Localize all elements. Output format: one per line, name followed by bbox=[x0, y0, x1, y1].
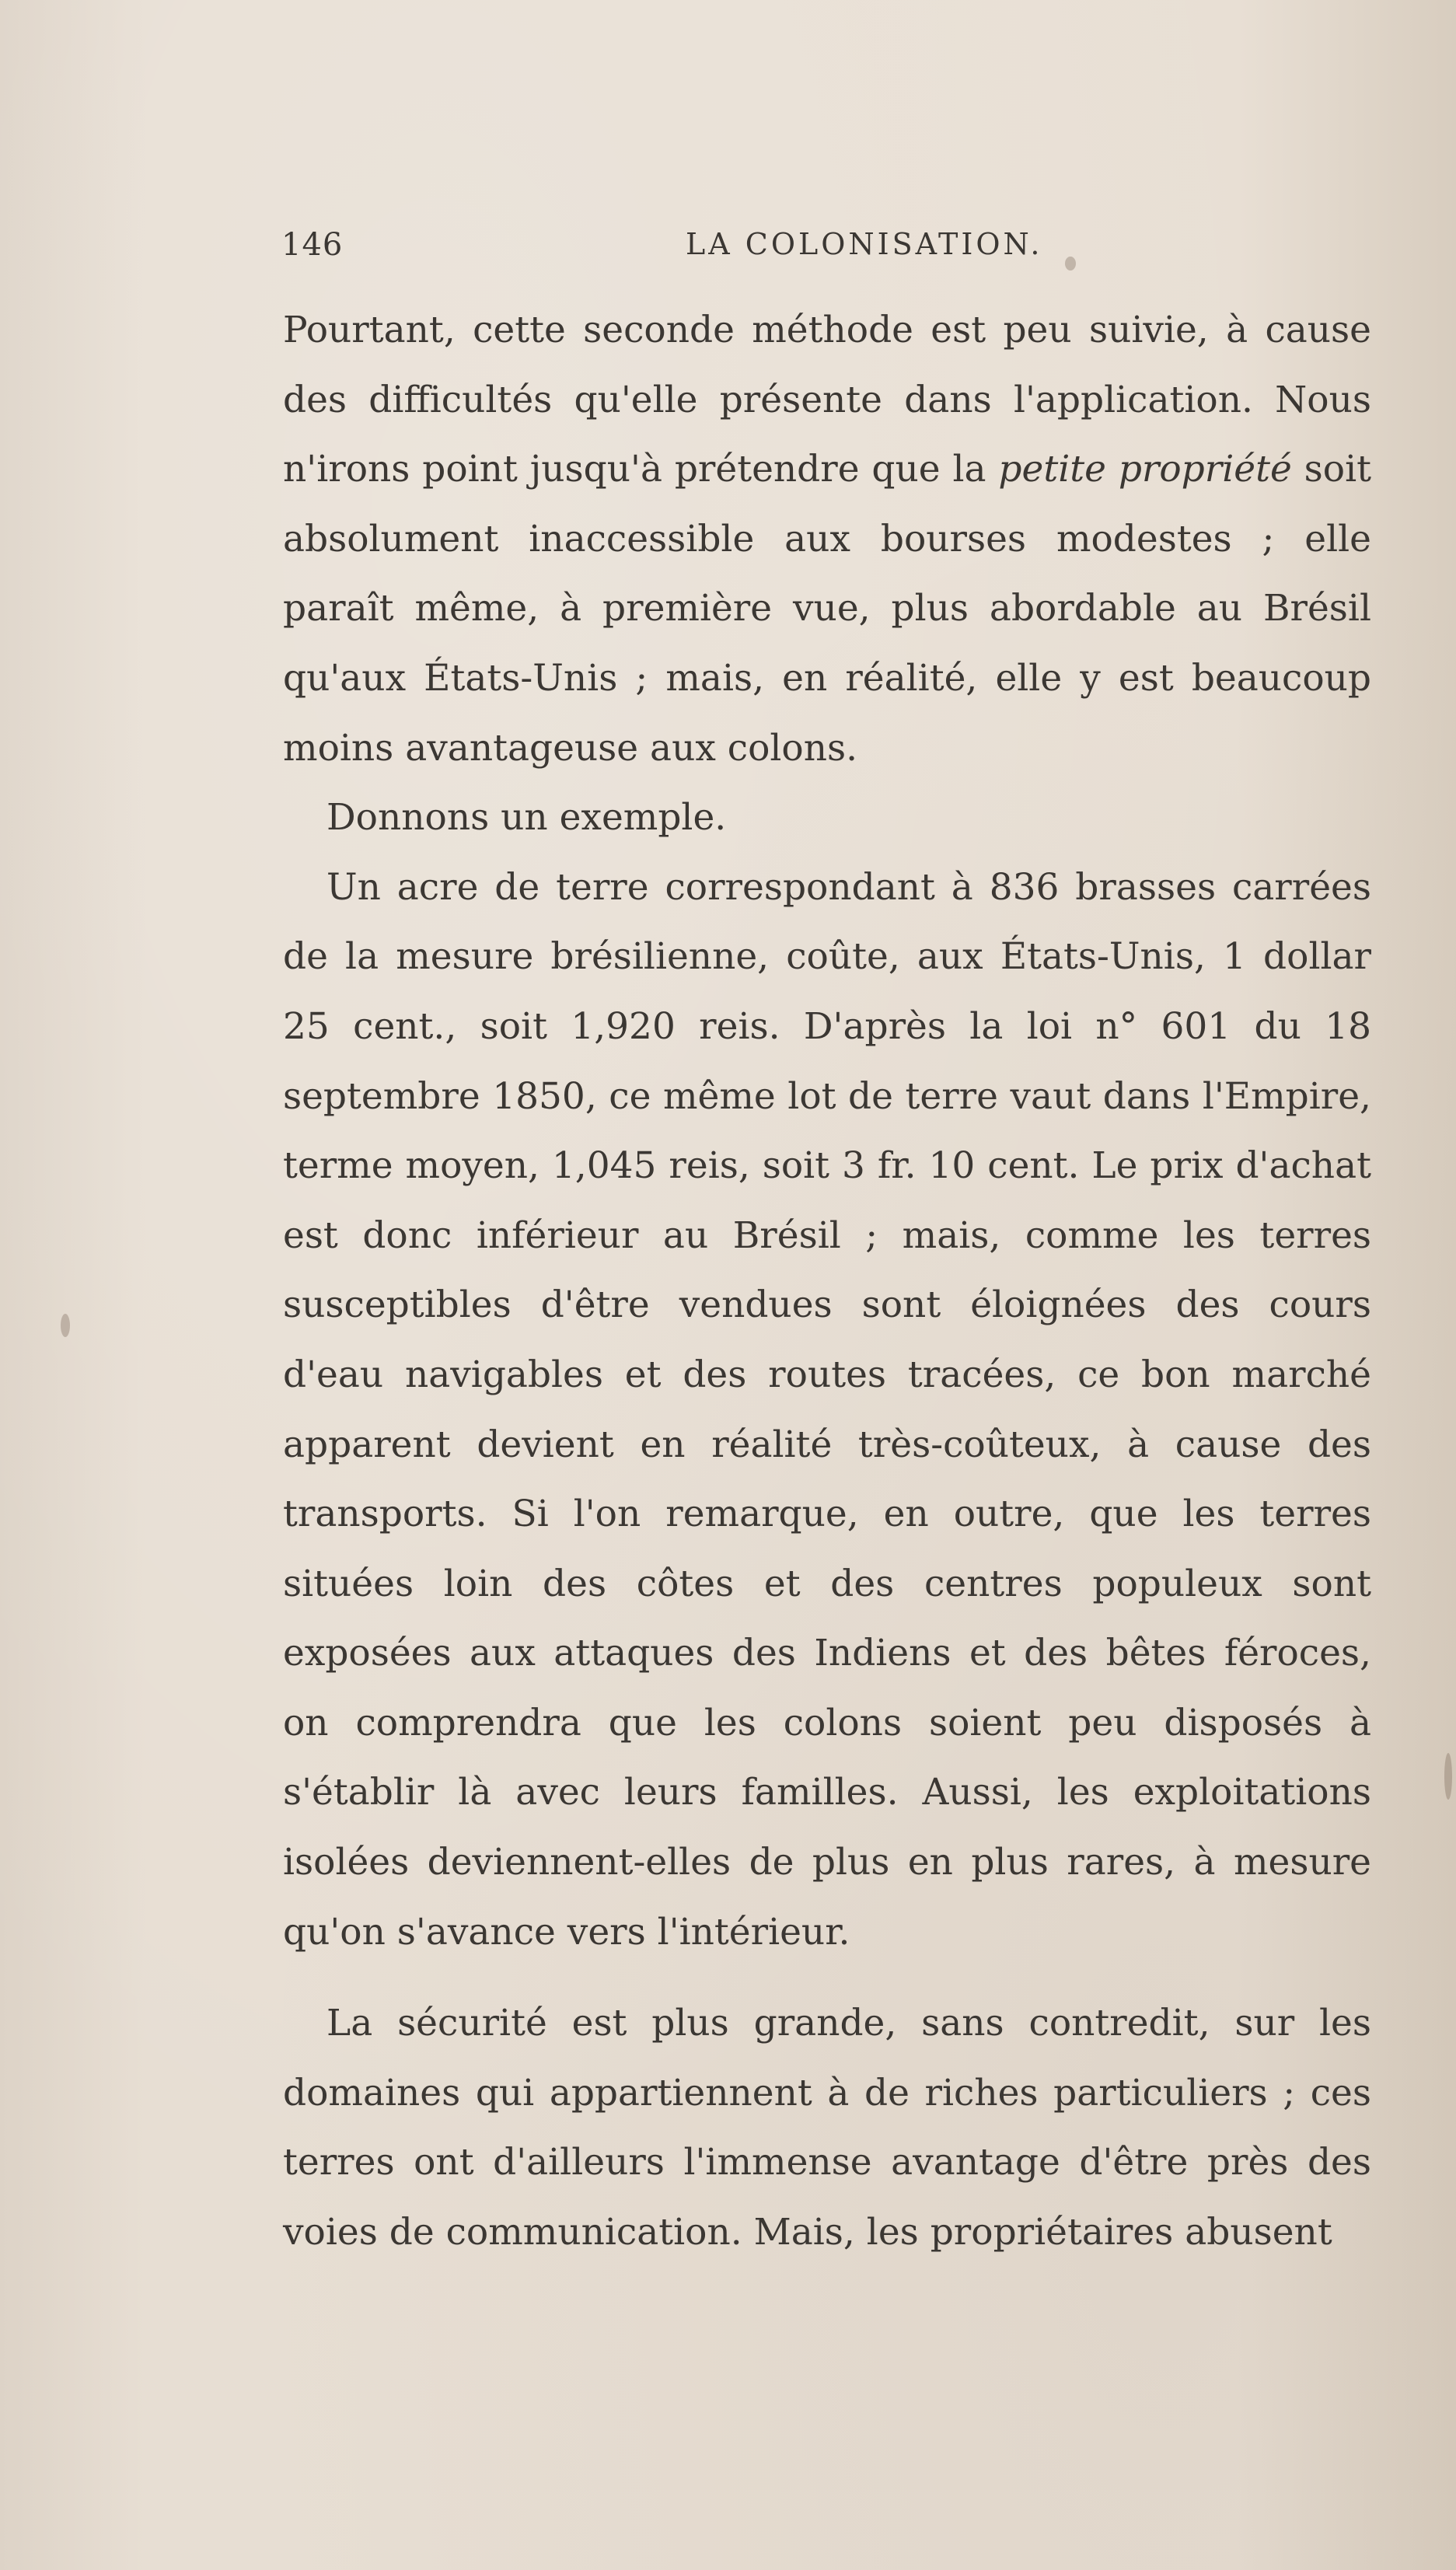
paragraph-1-text-before: Pourtant, cette seconde méthode est peu suivie, à cause des difficultés qu'elle présente dans l'application. Nous n'irons point jusqu'à prétendre que la bbox=[283, 309, 1371, 491]
paragraph-2: Donnons un exemple. bbox=[326, 796, 727, 840]
paper-speck bbox=[1065, 257, 1076, 271]
paragraph-3: Un acre de terre correspondant à 836 brasses carrées de la mesure brésilienne, coûte, aux États-Unis, 1 dollar 25 cent., soit 1,920 reis. D'après la loi n° 601 du 18 septembre 1850, ce même lot de terre vaut dans l'Empire, terme moyen, 1,045 reis, soit 3 fr. 10 cent. Le prix d'achat est donc inférieur au Brésil ; mais, comme les terres susceptibles d'être vendues sont éloignées des cours d'eau navigables et des routes tracées, ce bon marché apparent devient en réalité très-coûteux, à cause des transports. Si l'on remarque, en outre, que les terres situées loin des côtes et des centres populeux sont exposées aux attaques des Indiens et des bêtes féroces, on comprendra que les colons soient peu disposés à s'établir là avec leurs familles. Aussi, les exploitations isolées deviennent-elles de plus en plus rares, à mesure qu'on s'avance vers l'intérieur. bbox=[283, 865, 1371, 1954]
paper-speck bbox=[61, 1314, 70, 1337]
body-text bbox=[283, 295, 1371, 2268]
paper-speck bbox=[1444, 1753, 1452, 1800]
page-number: 146 bbox=[281, 227, 344, 263]
paragraph-4: La sécurité est plus grande, sans contredit, sur les domaines qui appartiennent à de riches particuliers ; ces terres ont d'ailleurs l'immense avantage d'être près des voies de communication. Mais, les propriétaires abusent bbox=[283, 2002, 1371, 2254]
paragraph-1-italic: petite propriété bbox=[998, 448, 1292, 491]
running-head: LA COLONISATION. bbox=[686, 227, 1043, 261]
paragraph-1 bbox=[283, 295, 1371, 783]
paragraph-1-text-after: soit absolument inaccessible aux bourses modestes ; elle paraît même, à première vue, plus abordable au Brésil qu'aux États-Unis ; mais, en réalité, elle y est beaucoup moins avantageuse aux colons. bbox=[283, 448, 1371, 770]
page-header bbox=[281, 227, 1370, 274]
